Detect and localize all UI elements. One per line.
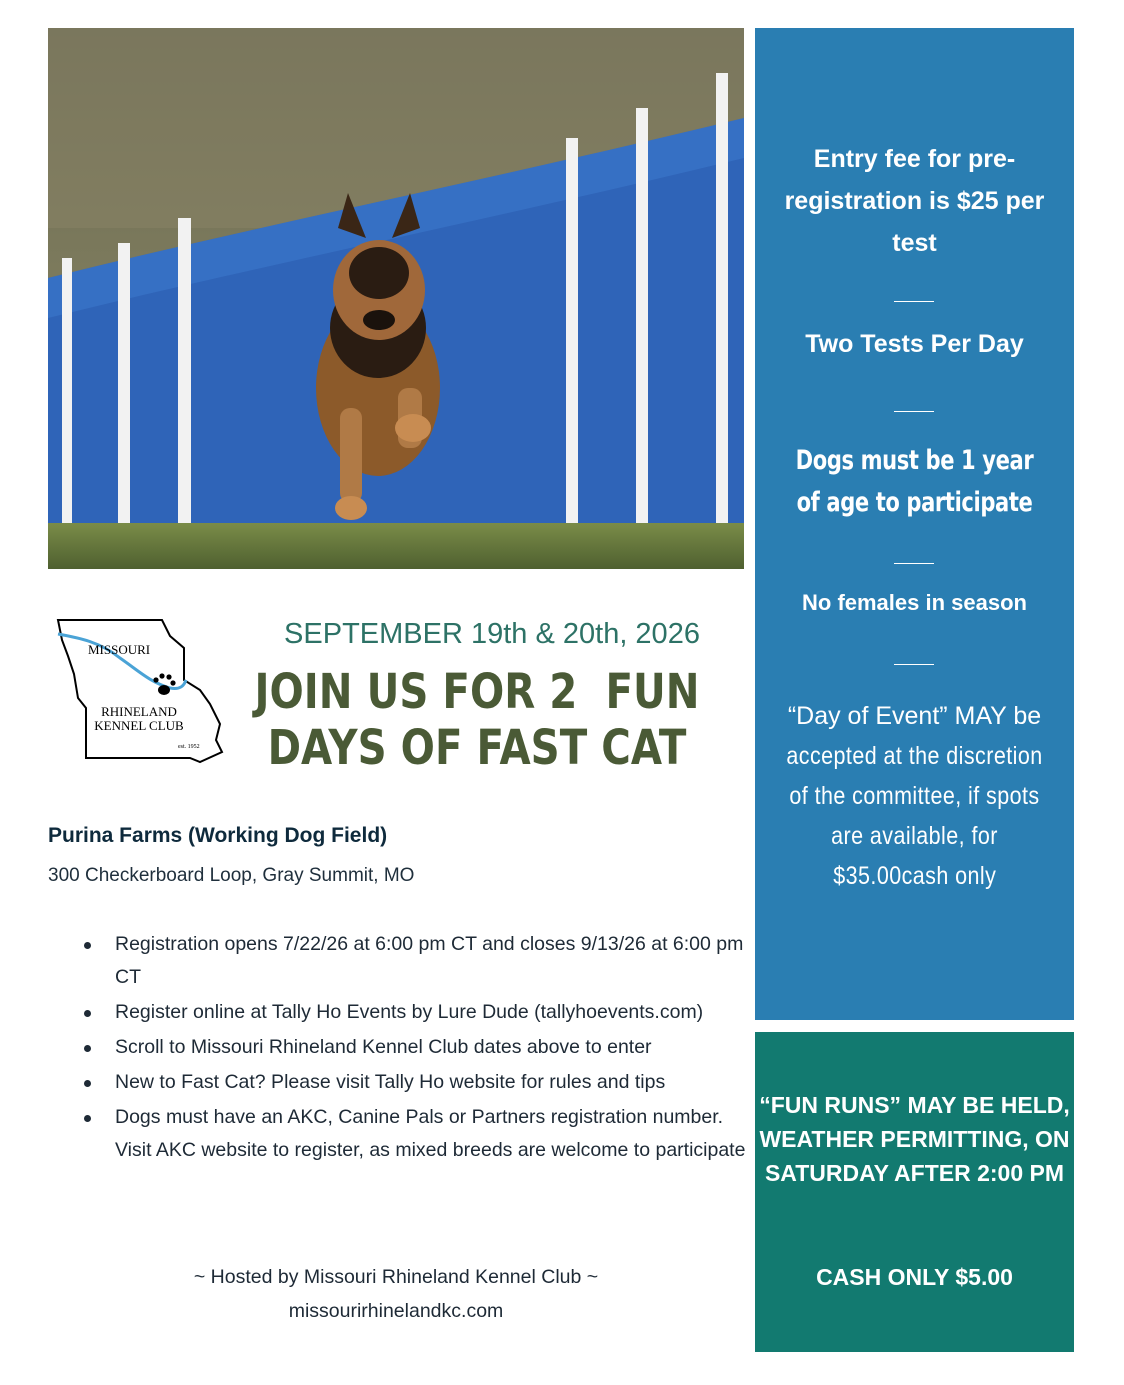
list-item-text: Register online at Tally Ho Events by Lure Dude (tallyhoevents.com) — [115, 1001, 704, 1023]
venue-name: Purina Farms (Working Dog Field) — [48, 824, 388, 847]
list-item-text: New to Fast Cat? Please visit Tally Ho website for rules and tips — [115, 1071, 666, 1093]
divider — [894, 411, 934, 412]
fun-runs-panel — [755, 1032, 1074, 1352]
list-item-text: Dogs must have an AKC, Canine Pals or Partners registration number. Visit AKC website to register, as mixed breeds are welcome to participate — [115, 1106, 746, 1161]
age-line-2: of age to participate — [796, 487, 1033, 518]
club-logo — [50, 612, 228, 772]
list-item — [81, 1101, 751, 1167]
logo-club-line2: KENNEL CLUB — [94, 718, 184, 733]
bullet-icon — [84, 1080, 91, 1087]
day-event-rest: accepted at the discretion of the committee, if spots are available, for — [786, 742, 1043, 850]
list-item — [81, 996, 751, 1029]
bullet-icon — [84, 1115, 91, 1122]
bullet-icon — [84, 942, 91, 949]
divider — [894, 301, 934, 302]
logo-est: est. 1952 — [178, 744, 200, 750]
hosted-by-text: ~ Hosted by Missouri Rhineland Kennel Club ~ — [193, 1266, 599, 1288]
age-line-1: Dogs must be 1 year — [795, 445, 1034, 476]
divider — [894, 563, 934, 564]
tests-per-day-text: Two Tests Per Day — [805, 330, 1024, 358]
missouri-state-outline-icon — [50, 612, 228, 772]
list-item-text: Scroll to Missouri Rhineland Kennel Club dates above to enter — [115, 1036, 652, 1058]
entry-fee-text: Entry fee for pre-registration is $25 per test — [784, 145, 1045, 257]
day-of-event-text — [755, 696, 1074, 896]
details-list — [81, 928, 751, 1169]
venue-address: 300 Checkerboard Loop, Gray Summit, MO — [48, 865, 415, 886]
event-date: SEPTEMBER 19th & 20th, 2026 — [284, 618, 700, 650]
dog-photo — [48, 28, 744, 569]
event-headline — [254, 664, 699, 776]
fun-runs-cash: CASH ONLY $5.00 — [816, 1264, 1013, 1290]
list-item-text: Registration opens 7/22/26 at 6:00 pm CT and closes 9/13/26 at 6:00 pm CT — [115, 933, 744, 988]
headline-line-2: DAYS OF FAST CAT — [267, 720, 687, 776]
day-event-price: $35.00cash only — [832, 862, 997, 890]
list-item — [81, 928, 751, 994]
fun-runs-text: “FUN RUNS” MAY BE HELD, WEATHER PERMITTING, ON SATURDAY AFTER 2:00 PM — [759, 1092, 1070, 1186]
list-item — [81, 1066, 751, 1099]
logo-state: MISSOURI — [88, 642, 151, 657]
logo-club-line1: RHINELAND — [101, 704, 177, 719]
age-requirement — [790, 440, 1039, 524]
divider — [894, 664, 934, 665]
website-link[interactable]: missourirhinelandkc.com — [288, 1300, 504, 1322]
headline-line-1: JOIN US FOR 2 FUN — [254, 664, 700, 720]
day-event-lead: “Day of Event” MAY be — [787, 702, 1042, 730]
list-item — [81, 1031, 751, 1064]
no-females-text: No females in season — [802, 590, 1027, 615]
info-panel — [755, 28, 1074, 1020]
bullet-icon — [84, 1010, 91, 1017]
dog-photo-illustration — [48, 28, 744, 569]
bullet-icon — [84, 1045, 91, 1052]
